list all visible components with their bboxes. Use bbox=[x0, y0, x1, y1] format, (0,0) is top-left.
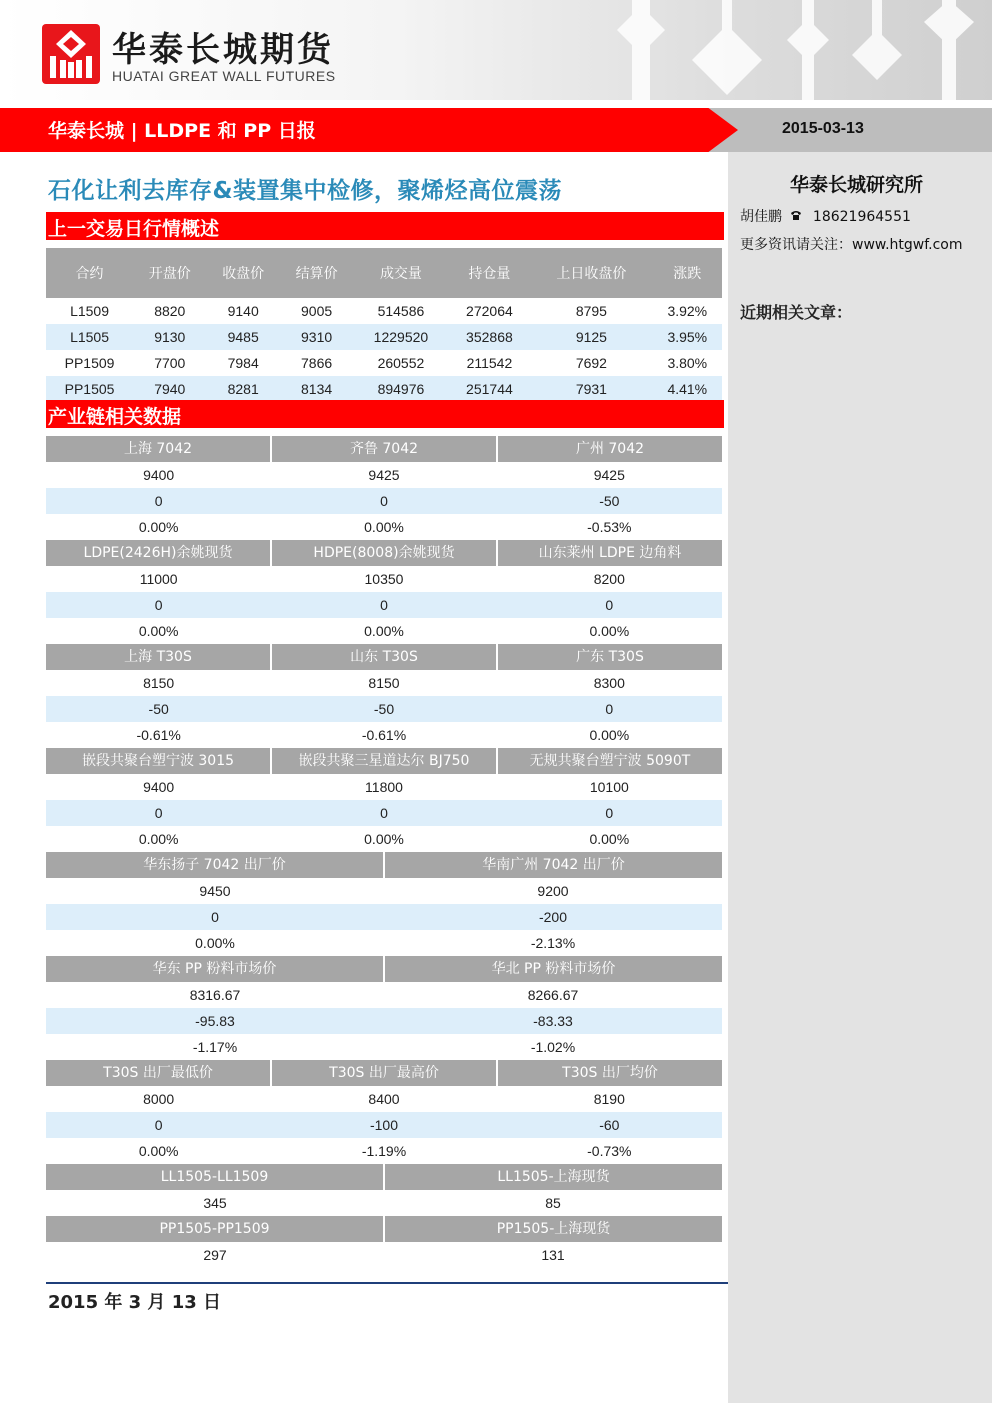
table-cell: -0.73% bbox=[587, 1143, 632, 1159]
table-row bbox=[46, 696, 722, 722]
author-phone: 18621964551 bbox=[812, 209, 911, 225]
table-cell: 11800 bbox=[365, 779, 403, 795]
table-cell: 0.00% bbox=[138, 1143, 179, 1159]
column-header: 华东 PP 粉料市场价 bbox=[46, 956, 385, 982]
data-block bbox=[46, 748, 722, 852]
column-header: LL1505-LL1509 bbox=[46, 1164, 385, 1190]
column-header: 涨跌 bbox=[653, 248, 722, 298]
table-cell: 4.41% bbox=[653, 376, 722, 402]
table-cell: -0.61% bbox=[361, 727, 407, 743]
phone-icon bbox=[790, 210, 802, 220]
huatai-logo-icon bbox=[42, 24, 100, 84]
table-cell: 0 bbox=[380, 805, 388, 821]
block-header-row bbox=[46, 540, 722, 566]
block-header-row bbox=[46, 1060, 722, 1086]
table-cell: -1.02% bbox=[530, 1039, 576, 1055]
table-row bbox=[46, 376, 722, 402]
table-row bbox=[46, 1112, 722, 1138]
table-cell: 7700 bbox=[154, 355, 186, 371]
column-header: 广州 7042 bbox=[575, 441, 645, 457]
table-cell: -2.13% bbox=[530, 935, 576, 951]
table-cell: 7984 bbox=[227, 355, 259, 371]
table-cell: 9310 bbox=[280, 324, 353, 350]
table-cell: 0 bbox=[605, 597, 614, 613]
block-header-row bbox=[46, 956, 722, 982]
table-cell: -83.33 bbox=[533, 1013, 573, 1029]
related-articles-heading: 近期相关文章： bbox=[740, 303, 853, 322]
table-cell: 260552 bbox=[377, 355, 425, 371]
column-header: 合约 bbox=[46, 248, 133, 298]
table-cell: 0.00% bbox=[589, 831, 630, 847]
section-title: 上一交易日行情概述 bbox=[48, 218, 220, 240]
table-cell: 8795 bbox=[575, 303, 607, 319]
table-row bbox=[46, 462, 722, 488]
column-header: 开盘价 bbox=[133, 248, 206, 298]
table-cell: 0.00% bbox=[138, 623, 179, 639]
quotes-table bbox=[46, 248, 722, 402]
table-cell: 8000 bbox=[143, 1091, 175, 1107]
table-cell: 85 bbox=[545, 1195, 561, 1211]
table-row bbox=[46, 1242, 722, 1268]
table-cell: 297 bbox=[203, 1247, 227, 1263]
table-cell: -50 bbox=[599, 493, 620, 509]
table-cell: 352868 bbox=[449, 324, 531, 350]
data-block bbox=[46, 540, 722, 644]
quotes-header-row bbox=[46, 248, 722, 298]
table-cell: -50 bbox=[373, 701, 395, 717]
table-cell: -1.17% bbox=[192, 1039, 238, 1055]
author-line bbox=[740, 206, 911, 226]
column-header: 成交量 bbox=[353, 248, 448, 298]
column-header: 齐鲁 7042 bbox=[272, 436, 498, 462]
column-header: 上海 7042 bbox=[46, 436, 272, 462]
column-header: PP1505-PP1509 bbox=[46, 1216, 385, 1242]
table-cell: 3.95% bbox=[653, 324, 722, 350]
table-cell: 0.00% bbox=[589, 623, 630, 639]
column-header: 山东 T30S bbox=[272, 644, 498, 670]
section-title: 产业链相关数据 bbox=[48, 406, 182, 428]
column-header: 嵌段共聚台塑宁波 3015 bbox=[46, 748, 272, 774]
table-cell: PP1505 bbox=[46, 376, 133, 402]
table-row bbox=[46, 618, 722, 644]
data-block bbox=[46, 644, 722, 748]
column-header: 广东 T30S bbox=[576, 649, 644, 665]
table-cell: 514586 bbox=[377, 303, 425, 319]
column-header: LL1505-上海现货 bbox=[497, 1169, 610, 1185]
institute-name: 华泰长城研究所 bbox=[790, 174, 924, 196]
data-block bbox=[46, 852, 722, 956]
industry-data-grid bbox=[46, 436, 722, 1268]
column-header: HDPE(8008)余姚现货 bbox=[272, 540, 498, 566]
column-header: T30S 出厂最低价 bbox=[46, 1060, 272, 1086]
block-header-row bbox=[46, 436, 722, 462]
data-block bbox=[46, 436, 722, 540]
table-cell: 7692 bbox=[575, 355, 607, 371]
column-header: 持仓量 bbox=[449, 248, 531, 298]
table-row bbox=[46, 566, 722, 592]
column-header: T30S 出厂均价 bbox=[562, 1065, 658, 1081]
table-cell: 0 bbox=[154, 805, 163, 821]
table-cell: L1505 bbox=[46, 324, 133, 350]
table-cell: -0.61% bbox=[136, 727, 181, 743]
table-cell: 0.00% bbox=[589, 727, 630, 743]
table-cell: 0 bbox=[380, 493, 388, 509]
table-cell: 9485 bbox=[206, 324, 279, 350]
table-row bbox=[46, 1034, 722, 1060]
table-cell: L1509 bbox=[70, 303, 109, 319]
table-cell: 8281 bbox=[206, 376, 279, 402]
table-cell: 0.00% bbox=[364, 519, 404, 535]
column-header: 嵌段共聚三星道达尔 BJ750 bbox=[272, 748, 498, 774]
table-cell: 8150 bbox=[143, 675, 175, 691]
table-cell: 0.00% bbox=[195, 935, 235, 951]
block-header-row bbox=[46, 852, 722, 878]
block-header-row bbox=[46, 644, 722, 670]
table-cell: 9140 bbox=[227, 303, 259, 319]
column-header: 华北 PP 粉料市场价 bbox=[491, 961, 616, 977]
table-cell: 8300 bbox=[593, 675, 625, 691]
table-row bbox=[46, 298, 722, 324]
table-cell: 9400 bbox=[143, 467, 175, 483]
table-cell: 0 bbox=[211, 909, 219, 925]
table-cell: 9130 bbox=[133, 324, 206, 350]
header bbox=[0, 0, 992, 100]
table-cell: 211542 bbox=[466, 355, 513, 371]
data-block bbox=[46, 956, 722, 1060]
table-row bbox=[46, 722, 722, 748]
footer-divider bbox=[46, 1282, 728, 1284]
decorative-pattern-icon bbox=[572, 0, 992, 100]
table-row bbox=[46, 670, 722, 696]
article-headline: 石化让利去库存&装置集中检修，聚烯烃高位震荡 bbox=[48, 178, 563, 204]
column-header: 上海 T30S bbox=[46, 644, 272, 670]
table-row bbox=[46, 1086, 722, 1112]
follow-link[interactable]: 更多资讯请关注：www.htgwf.com bbox=[740, 237, 963, 253]
table-cell: 345 bbox=[203, 1195, 227, 1211]
title-band bbox=[0, 108, 992, 152]
table-cell: -1.19% bbox=[361, 1143, 407, 1159]
table-row bbox=[46, 1008, 722, 1034]
table-cell: -0.53% bbox=[587, 519, 632, 535]
footer-date: 2015 年 3 月 13 日 bbox=[48, 1292, 222, 1313]
table-cell: 0 bbox=[605, 805, 614, 821]
table-cell: 8200 bbox=[593, 571, 625, 587]
table-cell: 0.00% bbox=[138, 831, 179, 847]
column-header: 上日收盘价 bbox=[530, 248, 652, 298]
table-row bbox=[46, 514, 722, 540]
section-heading-industry bbox=[46, 400, 724, 428]
table-cell: PP1509 bbox=[64, 355, 115, 371]
table-row bbox=[46, 982, 722, 1008]
table-row bbox=[46, 774, 722, 800]
table-cell: 8266.67 bbox=[527, 987, 579, 1003]
column-header: 结算价 bbox=[280, 248, 353, 298]
table-cell: 0 bbox=[154, 1117, 163, 1133]
table-cell: 894976 bbox=[353, 376, 448, 402]
table-cell: 0 bbox=[380, 597, 388, 613]
table-row bbox=[46, 324, 722, 350]
table-row bbox=[46, 592, 722, 618]
table-cell: 0.00% bbox=[364, 623, 404, 639]
table-cell: 8316.67 bbox=[189, 987, 241, 1003]
table-cell: -100 bbox=[369, 1117, 398, 1133]
column-header: PP1505-上海现货 bbox=[496, 1221, 611, 1237]
table-cell: 0 bbox=[154, 493, 163, 509]
table-cell: 10100 bbox=[589, 779, 629, 795]
data-block bbox=[46, 1060, 722, 1164]
table-cell: 9425 bbox=[593, 467, 625, 483]
table-cell: 8820 bbox=[154, 303, 186, 319]
report-title: 华泰长城 | LLDPE 和 PP 日报 bbox=[48, 120, 316, 142]
table-cell: 11000 bbox=[139, 571, 178, 587]
table-cell: 8150 bbox=[368, 675, 400, 691]
table-row bbox=[46, 800, 722, 826]
table-cell: -50 bbox=[148, 701, 169, 717]
column-header: LDPE(2426H)余姚现货 bbox=[46, 540, 272, 566]
section-heading-market bbox=[46, 212, 724, 240]
table-cell: 9400 bbox=[143, 779, 175, 795]
report-date: 2015-03-13 bbox=[782, 120, 864, 137]
table-cell: -60 bbox=[599, 1117, 620, 1133]
table-cell: 7940 bbox=[133, 376, 206, 402]
block-header-row bbox=[46, 1164, 722, 1190]
table-cell: 0.00% bbox=[364, 831, 404, 847]
table-cell: 7931 bbox=[530, 376, 652, 402]
column-header: 山东莱州 LDPE 边角料 bbox=[538, 545, 682, 561]
column-header: 收盘价 bbox=[206, 248, 279, 298]
table-cell: -200 bbox=[538, 909, 568, 925]
column-header: T30S 出厂最高价 bbox=[272, 1060, 498, 1086]
column-header: 华东扬子 7042 出厂价 bbox=[46, 852, 385, 878]
table-cell: 10350 bbox=[364, 571, 404, 587]
table-row bbox=[46, 350, 722, 376]
table-cell: 9005 bbox=[301, 303, 333, 319]
block-header-row bbox=[46, 1216, 722, 1242]
block-header-row bbox=[46, 748, 722, 774]
table-row bbox=[46, 488, 722, 514]
table-cell: -95.83 bbox=[195, 1013, 235, 1029]
table-row bbox=[46, 904, 722, 930]
data-block bbox=[46, 1216, 722, 1268]
table-row bbox=[46, 1190, 722, 1216]
author-name: 胡佳鹏 bbox=[740, 209, 782, 225]
data-block bbox=[46, 1164, 722, 1216]
table-cell: 0.00% bbox=[138, 519, 179, 535]
table-cell: 272064 bbox=[466, 303, 513, 319]
table-cell: 0 bbox=[154, 597, 163, 613]
table-cell: 9425 bbox=[368, 467, 400, 483]
table-row bbox=[46, 1138, 722, 1164]
table-cell: 8400 bbox=[368, 1091, 400, 1107]
sidebar bbox=[728, 152, 992, 1403]
table-cell: 9125 bbox=[530, 324, 652, 350]
column-header: 华南广州 7042 出厂价 bbox=[482, 857, 625, 873]
brand-name-en: HUATAI GREAT WALL FUTURES bbox=[112, 68, 336, 84]
table-row bbox=[46, 826, 722, 852]
table-cell: 251744 bbox=[449, 376, 531, 402]
brand-name-cn: 华泰长城期货 bbox=[112, 30, 334, 70]
table-row bbox=[46, 930, 722, 956]
table-cell: 0 bbox=[605, 701, 614, 717]
table-cell: 1229520 bbox=[353, 324, 448, 350]
table-cell: 9450 bbox=[199, 883, 231, 899]
column-header: 无规共聚台塑宁波 5090T bbox=[529, 753, 691, 769]
table-cell: 9200 bbox=[537, 883, 569, 899]
table-cell: 3.92% bbox=[667, 303, 708, 319]
table-row bbox=[46, 878, 722, 904]
table-cell: 8190 bbox=[593, 1091, 625, 1107]
table-cell: 7866 bbox=[301, 355, 333, 371]
table-cell: 131 bbox=[541, 1247, 565, 1263]
table-cell: 8134 bbox=[280, 376, 353, 402]
table-cell: 3.80% bbox=[667, 355, 708, 371]
